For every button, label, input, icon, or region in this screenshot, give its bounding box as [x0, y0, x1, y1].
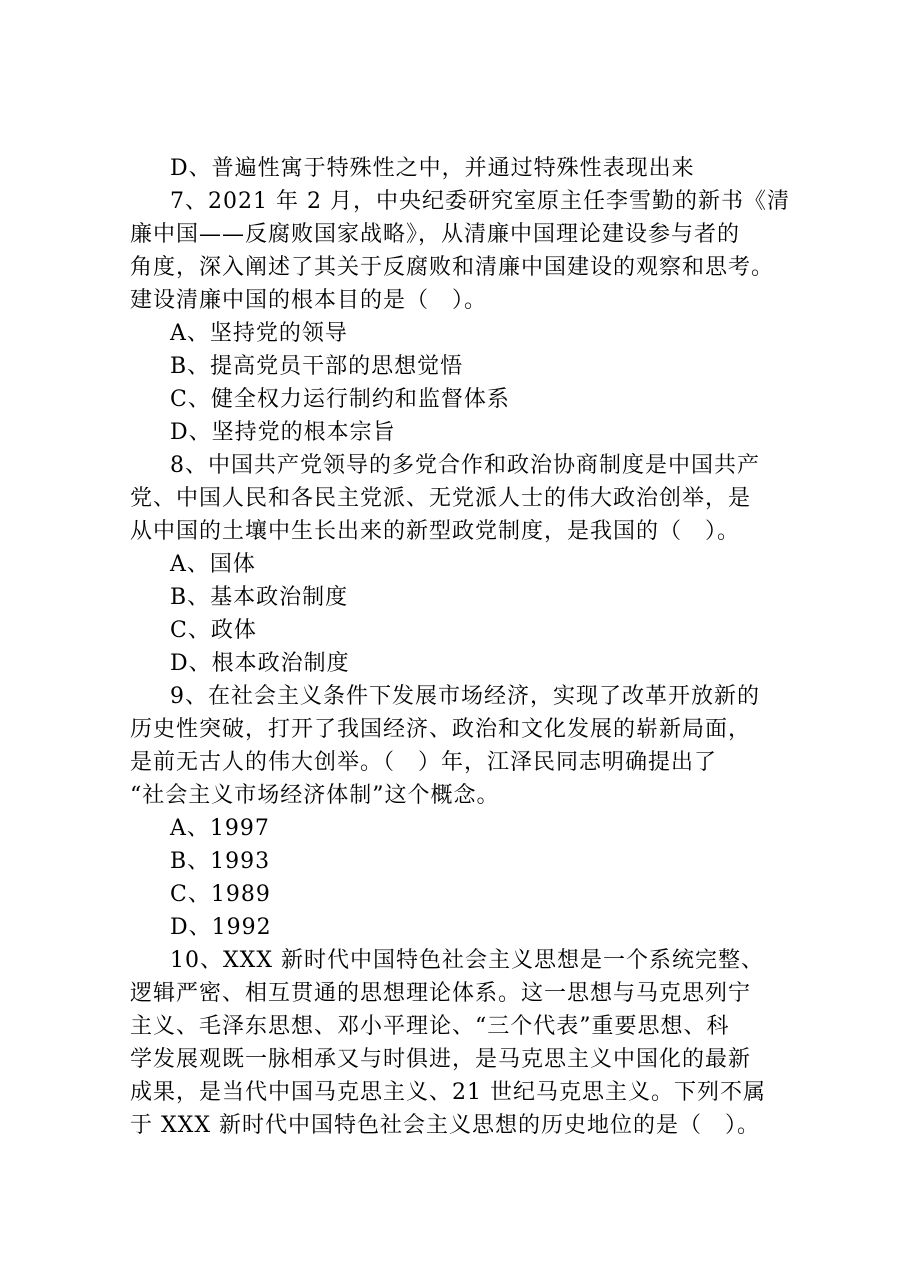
option-c-q8: C、政体	[170, 618, 257, 643]
question-7-line-1: 7、2021 年 2 月，中央纪委研究室原主任李雪勤的新书《清	[170, 189, 790, 214]
question-10-line-1: 10、XXX 新时代中国特色社会主义思想是一个系统完整、	[170, 948, 764, 973]
option-d-q7: D、坚持党的根本宗旨	[170, 420, 396, 445]
question-9-line-2: 历史性突破，打开了我国经济、政治和文化发展的崭新局面，	[130, 717, 752, 742]
question-9-line-4: “社会主义市场经济体制”这个概念。	[130, 783, 500, 808]
option-b-q8: B、基本政治制度	[170, 585, 349, 610]
question-7-line-2: 廉中国——反腐败国家战略》，从清廉中国理论建设参与者的	[130, 222, 741, 247]
option-a-q8: A、国体	[170, 552, 256, 577]
option-a-q7: A、坚持党的领导	[170, 321, 348, 346]
question-10-line-2: 逻辑严密、相互贯通的思想理论体系。这一思想与马克思列宁	[130, 981, 752, 1006]
question-10-line-5: 成果，是当代中国马克思主义、21 世纪马克思主义。下列不属	[130, 1080, 766, 1105]
question-10-line-4: 学发展观既一脉相承又与时俱进，是马克思主义中国化的最新	[130, 1047, 752, 1072]
question-7-line-3: 角度，深入阐述了其关于反腐败和清廉中国建设的观察和思考。	[130, 255, 775, 280]
option-a-q9: A、1997	[170, 816, 270, 841]
option-c-q9: C、1989	[170, 882, 271, 907]
question-9-line-1: 9、在社会主义条件下发展市场经济，实现了改革开放新的	[170, 684, 760, 709]
question-8-line-1: 8、中国共产党领导的多党合作和政治协商制度是中国共产	[170, 453, 760, 478]
question-8-line-3: 从中国的土壤中生长出来的新型政党制度，是我国的（ ）。	[130, 519, 741, 544]
option-d-q8: D、根本政治制度	[170, 651, 350, 676]
question-10-line-3: 主义、毛泽东思想、邓小平理论、“三个代表”重要思想、科	[130, 1014, 730, 1039]
option-c-q7: C、健全权力运行制约和监督体系	[170, 387, 510, 412]
option-b-q7: B、提高党员干部的思想觉悟	[170, 354, 464, 379]
question-9-line-3: 是前无古人的伟大创举。（ ）年，江泽民同志明确提出了	[130, 750, 718, 775]
question-10-line-6: 于 XXX 新时代中国特色社会主义思想的历史地位的是（ ）。	[130, 1113, 760, 1138]
option-b-q9: B、1993	[170, 849, 271, 874]
option-d-q9: D、1992	[170, 915, 272, 940]
option-d-q6: D、普遍性寓于特殊性之中，并通过特殊性表现出来	[170, 156, 695, 181]
question-7-line-4: 建设清廉中国的根本目的是（ ）。	[130, 288, 488, 313]
question-8-line-2: 党、中国人民和各民主党派、无党派人士的伟大政治创举，是	[130, 486, 752, 511]
